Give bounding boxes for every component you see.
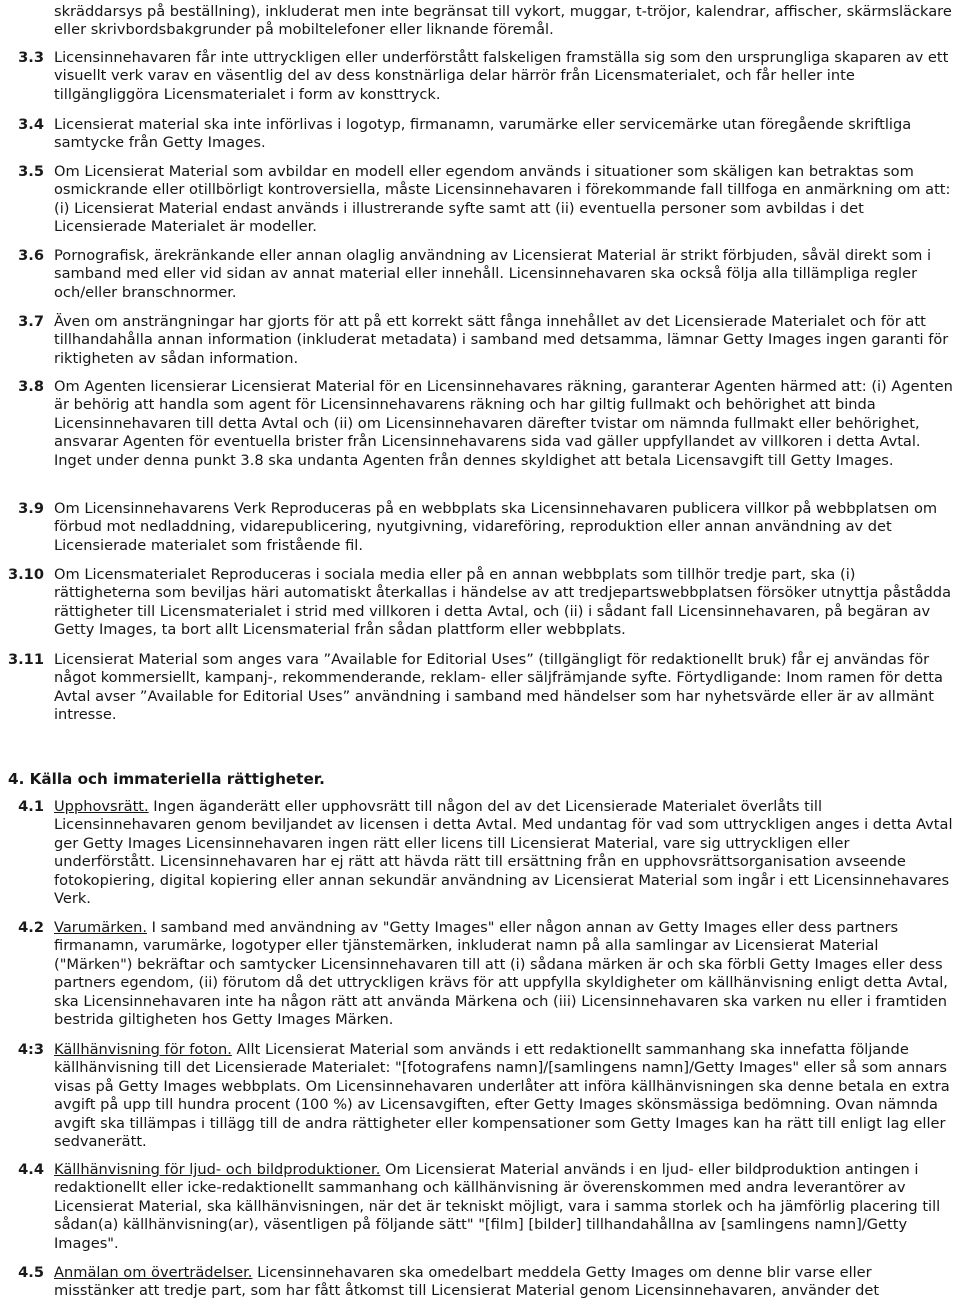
clause-text: Om Licensierat Material som avbildar en modell eller egendom används i situationer som skäligen kan betraktas som osmickrande eller otillbörligt kontroversiella, måste Licensinnehavaren i förekommande fall tillfoga en anmärkning om att: (i) Licensierat Material endast används i illustrerande syfte samt att (ii) eventuella personer som avbildas i det Licensierade Materialet är modeller. xyxy=(54,163,951,236)
clause-title-link[interactable]: Källhänvisning för foton. xyxy=(54,1041,232,1058)
clause-title-link[interactable]: Upphovsrätt. xyxy=(54,798,149,815)
clause-text xyxy=(54,1041,954,1151)
clause-body: Ingen äganderätt eller upphovsrätt till någon del av det Licensierade Materialet överlåts till Licensinnehavaren genom beviljandet av licensen i detta Avtal. Med undantag för vad som uttryckligen anges i detta Avtal ger Getty Images Licensinnehavaren ingen rätt eller licens till Licensierat Material, vare sig uttryckligen eller underförstått. Licensinnehavaren har ej rätt att hävda rätt till ersättning från en upphovsrättsorganisation avseende fotokopiering, digital kopiering eller annan sekundär användning av Licensierat Material som ingår i ett Licensinnehavares Verk. xyxy=(54,798,953,908)
clause-number: 3.7 xyxy=(18,313,44,330)
clause-text xyxy=(54,1264,954,1301)
clause-number: 3.4 xyxy=(18,116,44,133)
clause-title-link[interactable]: Varumärken. xyxy=(54,919,147,936)
section-4-heading: 4. Källa och immateriella rättigheter. xyxy=(8,770,325,788)
clause-number: 4:3 xyxy=(17,1041,44,1058)
clause-text: Licensinnehavaren får inte uttryckligen eller underförstått falskeligen framställa sig som den ursprungliga skaparen av ett visuellt verk varav en väsentlig del av dess konstnärliga delar härrör från Licensmaterialet, och får heller inte tillgängliggöra Licensmaterialet i form av konsttryck. xyxy=(54,49,949,103)
clause-body: I samband med användning av "Getty Images" eller någon annan av Getty Images eller dess partners firmanamn, varumärke, logotyper eller tjänstemärken, inkluderat namn på alla samlingar av Licensierat Material ("Märken") bekräftar och samtycker Licensinnehavaren till att (i) sådana märken är och ska förbli Getty Images eller dess partners egendom, (ii) förutom då det uttryckligen krävs för att uppfylla skyldigheter om källhänvisning enligt detta Avtal, ska Licensinnehavaren inte ha någon rätt att använda Märkena och (iii) Licensinnehavaren ska varken nu eller i framtiden bestrida giltigheten hos Getty Images Märken. xyxy=(54,919,948,1029)
continuation-text: skräddarsys på beställning), inkluderat men inte begränsat till vykort, muggar, t-tröjor, kalendrar, affischer, skärmsläckare eller skrivbordsbakgrunder på mobiltelefoner eller liknande föremål. xyxy=(54,3,952,39)
clause-text xyxy=(54,798,954,908)
clause-number: 3.3 xyxy=(18,49,44,66)
clause-number: 3.9 xyxy=(18,500,44,517)
clause-number: 4.1 xyxy=(18,798,44,815)
clause-number: 3.11 xyxy=(7,651,44,668)
clause-number: 3.5 xyxy=(18,163,44,180)
clause-text: Om Licensmaterialet Reproduceras i sociala media eller på en annan webbplats som tillhör tredje part, ska (i) rättigheterna som beviljas häri automatiskt återkallas i händelse av att tredjepartswebbplatsen försöker utnyttja påstådda rättigheter till Licensmaterialet i strid med villkoren i detta Avtal, och (ii) i sådant fall Licensinnehavaren, på begäran av Getty Images, ta bort allt Licensmaterial från sådan plattform eller webbplats. xyxy=(54,566,952,639)
clause-title-link[interactable]: Anmälan om överträdelser. xyxy=(54,1264,253,1281)
clause-text: Pornografisk, ärekränkande eller annan olaglig användning av Licensierat Material är strikt förbjuden, såväl direkt som i samband med eller vid sidan av annat material eller innehåll. Licensinnehavaren ska också följa alla tillämpliga regler och/eller branschnormer. xyxy=(54,247,932,301)
clause-text: Om Agenten licensierar Licensierat Material för en Licensinnehavares räkning, garanterar Agenten härmed att: (i) Agenten är behörig att handla som agent för Licensinnehavarens räkning och har giltig fullmakt och behörighet att binda Licensinnehavaren till detta Avtal och (ii) om Licensinnehavaren därefter tvistar om nämnda fullmakt eller behörighet, ansvarar Agenten för eventuella brister från Licensinnehavarens sida vad gäller uppfyllandet av villkoren i detta Avtal. Inget under denna punkt 3.8 ska undanta Agenten från dennes skyldighet att betala Licensavgift till Getty Images. xyxy=(54,378,953,469)
clause-body: Allt Licensierat Material som används i ett redaktionellt sammanhang ska innefatta följande källhänvisning till det Licensierade Materialet: "[fotografens namn]/[samlingens namn]/Getty Images" eller så som annars visas på Getty Images webbplats. Om Licensinnehavaren underlåter att införa källhänvisningen ska denne betala en extra avgift på upp till hundra procent (100 %) av Licensavgiften, efter Getty Images skönsmässiga bedömning. Ovan nämnda avgift ska tillämpas i tillägg till de andra rättigheter eller kompensationer som Getty Images kan ha rätt till enligt lag eller sedvanerätt. xyxy=(54,1041,950,1151)
clause-text xyxy=(54,1161,954,1253)
clause-number: 4.2 xyxy=(18,919,44,936)
clause-title-link[interactable]: Källhänvisning för ljud- och bildproduktioner. xyxy=(54,1161,381,1178)
clause-number: 3.8 xyxy=(18,378,44,395)
clause-text: Licensierat material ska inte införlivas i logotyp, firmanamn, varumärke eller servicemärke utan föregående skriftliga samtycke från Getty Images. xyxy=(54,116,912,152)
clause-text xyxy=(54,919,954,1029)
clause-text: Även om ansträngningar har gjorts för att på ett korrekt sätt fånga innehållet av det Licensierade Materialet och för att tillhandahålla annan information (inkluderat metadata) i samband med detsamma, lämnar Getty Images ingen garanti för riktigheten av sådan information. xyxy=(54,313,949,367)
clause-body: Licensinnehavaren ska omedelbart meddela Getty Images om denne blir varse eller misstänker att tredje part, som har fått åtkomst till Licensierat Material genom Licensinnehavaren, använder det xyxy=(54,1264,880,1300)
clause-number: 3.10 xyxy=(7,566,44,583)
clause-number: 4.5 xyxy=(18,1264,44,1281)
clause-number: 3.6 xyxy=(18,247,44,264)
clause-text: Licensierat Material som anges vara ”Available for Editorial Uses” (tillgängligt för redaktionellt bruk) får ej användas för något kommersiellt, kampanj-, rekommenderande, reklam- eller säljfrämjande syfte. Förtydligande: Inom ramen för detta Avtal avser ”Available for Editorial Uses” användning i samband med händelser som har nyhetsvärde eller är av allmänt intresse. xyxy=(54,651,943,724)
clause-body: Om Licensierat Material används i en ljud- eller bildproduktion antingen i redaktionellt eller icke-redaktionellt sammanhang och källhänvisning är överenskommen med andra leverantörer av Licensierat Material, ska källhänvisningen, när det är tekniskt möjligt, vara i samma storlek och ha jämförlig placering till sådan(a) källhänvisning(ar), väsentligen på följande sätt" "[film] [bilder] tillhandahållna av [samlingens namn]/Getty Images". xyxy=(54,1161,941,1252)
clause-number: 4.4 xyxy=(18,1161,44,1178)
clause-text: Om Licensinnehavarens Verk Reproduceras på en webbplats ska Licensinnehavaren publicera villkor på webbplatsen om förbud mot nedladdning, vidarepublicering, nyutgivning, vidareföring, reproduktion eller annan användning av det Licensierade materialet som fristående fil. xyxy=(54,500,938,554)
